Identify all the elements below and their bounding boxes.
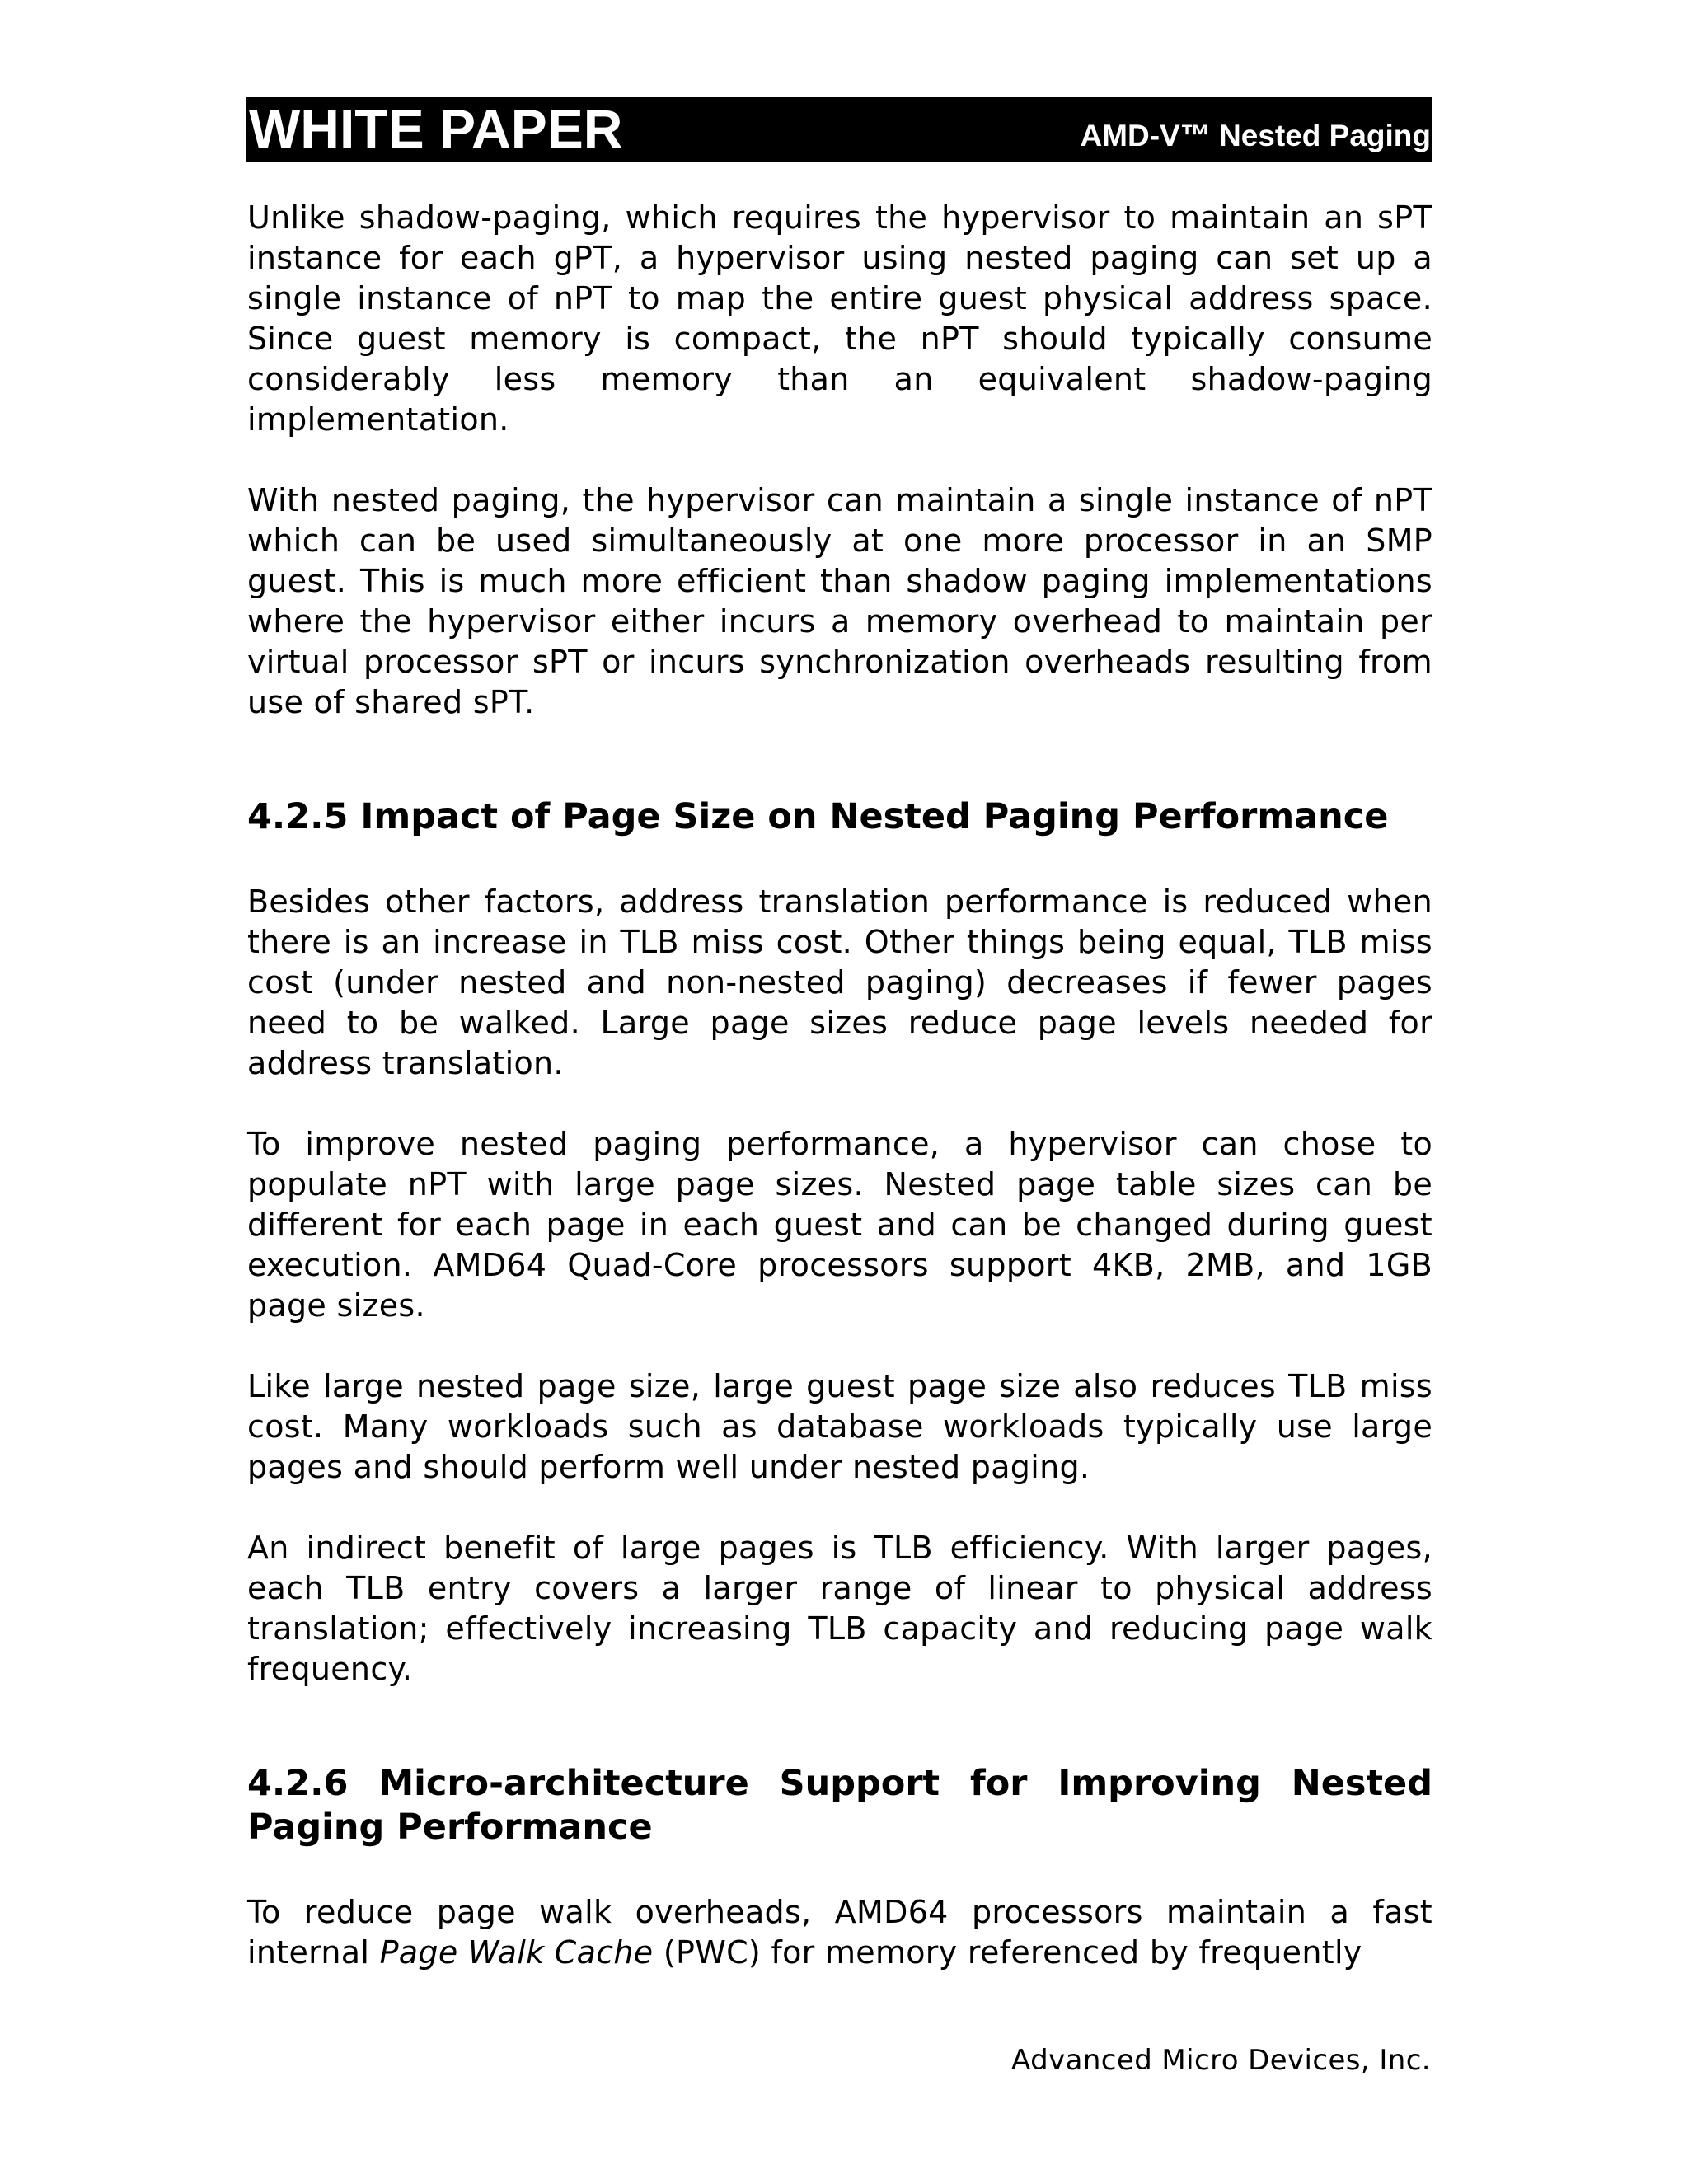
paragraph-tlb-efficiency: An indirect benefit of large pages is TLB efficiency. With larger pages, each TLB entry covers a larger range of linear to physical address translation; effectively increasing TLB capacity and reducing page walk frequency. xyxy=(247,1530,1432,1687)
pwc-text-before: To reduce page walk overheads, AMD64 processors maintain a fast internal xyxy=(247,1894,1432,1971)
header-title: WHITE PAPER xyxy=(249,98,623,159)
paragraph-tlb-miss-cost: Besides other factors, address translation performance is reduced when there is an increase in TLB miss cost. Other things being equal, TLB miss cost (under nested and non-nested paging) decreases if fewer pages need to be walked. Large page sizes reduce page levels needed for address translation. xyxy=(247,883,1432,1081)
paragraph-guest-page-size: Like large nested page size, large guest page size also reduces TLB miss cost. Many workloads such as database workloads typically use large pages and should perform well under nested paging. xyxy=(247,1368,1432,1485)
header-bar xyxy=(246,97,1432,162)
paragraph-large-page-sizes: To improve nested paging performance, a hypervisor can chose to populate nPT with large page sizes. Nested page table sizes can be different for each page in each guest and can be changed during guest execution. AMD64 Quad-Core processors support 4KB, 2MB, and 1GB page sizes. xyxy=(247,1126,1432,1324)
section-heading-4-2-6: 4.2.6 Micro-architecture Support for Improving Nested Paging Performance xyxy=(247,1763,1432,1848)
paragraph-page-walk-cache xyxy=(247,1892,1432,1973)
pwc-text-after: (PWC) for memory referenced by frequently xyxy=(653,1934,1362,1971)
page-content xyxy=(247,198,1432,2013)
header-subtitle: AMD-V™ Nested Paging xyxy=(1080,119,1431,152)
paragraph-smp-guest: With nested paging, the hypervisor can maintain a single instance of nPT which can be used simultaneously at one more processor in an SMP guest. This is much more efficient than shadow paging implementations where the hypervisor either incurs a memory overhead to maintain per virtual processor sPT or incurs synchronization overheads resulting from use of shared sPT. xyxy=(247,482,1432,720)
paragraph-shadow-paging: Unlike shadow-paging, which requires the hypervisor to maintain an sPT instance for each gPT, a hypervisor using nested paging can set up a single instance of nPT to map the entire guest physical address space. Since guest memory is compact, the nPT should typically consume considerably less memory than an equivalent shadow-paging implementation. xyxy=(247,199,1432,438)
footer-company: Advanced Micro Devices, Inc. xyxy=(1011,2044,1431,2077)
section-heading-4-2-5: 4.2.5 Impact of Page Size on Nested Paging Performance xyxy=(247,796,1389,837)
pwc-italic-term: Page Walk Cache xyxy=(379,1934,654,1971)
